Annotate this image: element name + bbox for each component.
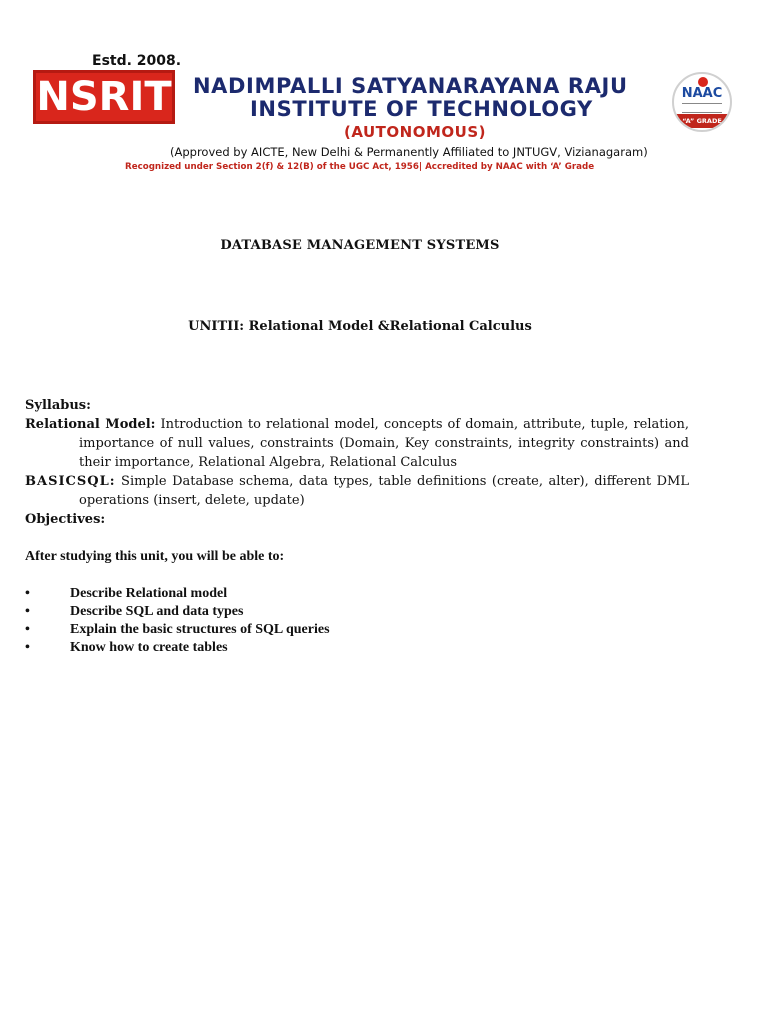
objectives-label: Objectives: <box>25 512 106 527</box>
established-year: Estd. 2008. <box>92 53 182 69</box>
list-item <box>25 585 689 603</box>
syllabus-label: Syllabus: <box>25 398 91 413</box>
institution-name-line2: INSTITUTE OF TECHNOLOGY <box>250 97 593 121</box>
bullet-icon: • <box>25 640 30 655</box>
objectives-intro: After studying this unit, you will be able to: <box>25 549 285 564</box>
outcome-text: Describe SQL and data types <box>70 604 244 619</box>
outcomes-list <box>25 585 689 657</box>
bullet-icon: • <box>25 622 30 637</box>
relational-model-text: Introduction to relational model, concepts of domain, attribute, tuple, relation, importance of null values, constraints (Domain, Key constraints, integrity constraints) and their importance, Relational Algebra, Relational Calculus <box>79 417 689 470</box>
basic-sql-text: Simple Database schema, data types, table definitions (create, alter), different DML operations (insert, delete, update) <box>79 474 689 508</box>
relational-model-label: Relational Model: <box>25 417 156 432</box>
unit-heading: UNITII: Relational Model &Relational Calculus <box>188 319 532 334</box>
list-item <box>25 639 689 657</box>
list-item <box>25 621 689 639</box>
relational-model-paragraph <box>25 415 689 472</box>
naac-grade: “A” GRADE <box>676 114 728 128</box>
autonomous-label: (AUTONOMOUS) <box>344 123 486 141</box>
naac-label: NAAC <box>681 86 723 101</box>
naac-seal <box>672 72 732 132</box>
list-item <box>25 603 689 621</box>
logo-text: NSRIT <box>36 74 172 120</box>
bullet-icon: • <box>25 604 30 619</box>
naac-divider <box>682 103 722 113</box>
document-body <box>25 396 689 657</box>
document-title: DATABASE MANAGEMENT SYSTEMS <box>220 238 500 253</box>
basic-sql-paragraph <box>25 472 689 510</box>
basic-sql-label: BASICSQL: <box>25 474 116 489</box>
letterhead <box>0 0 768 190</box>
outcome-text: Describe Relational model <box>70 586 228 601</box>
approval-note: (Approved by AICTE, New Delhi & Permanently Affiliated to JNTUGV, Vizianagaram) <box>170 145 648 159</box>
bullet-icon: • <box>25 586 30 601</box>
outcome-text: Explain the basic structures of SQL queries <box>70 622 330 637</box>
nsrit-logo <box>33 70 175 124</box>
outcome-text: Know how to create tables <box>70 640 228 655</box>
institution-name-line1: NADIMPALLI SATYANARAYANA RAJU <box>193 74 628 98</box>
recognition-note: Recognized under Section 2(f) & 12(B) of the UGC Act, 1956| Accredited by NAAC with ‘A’ Grade <box>125 162 595 172</box>
